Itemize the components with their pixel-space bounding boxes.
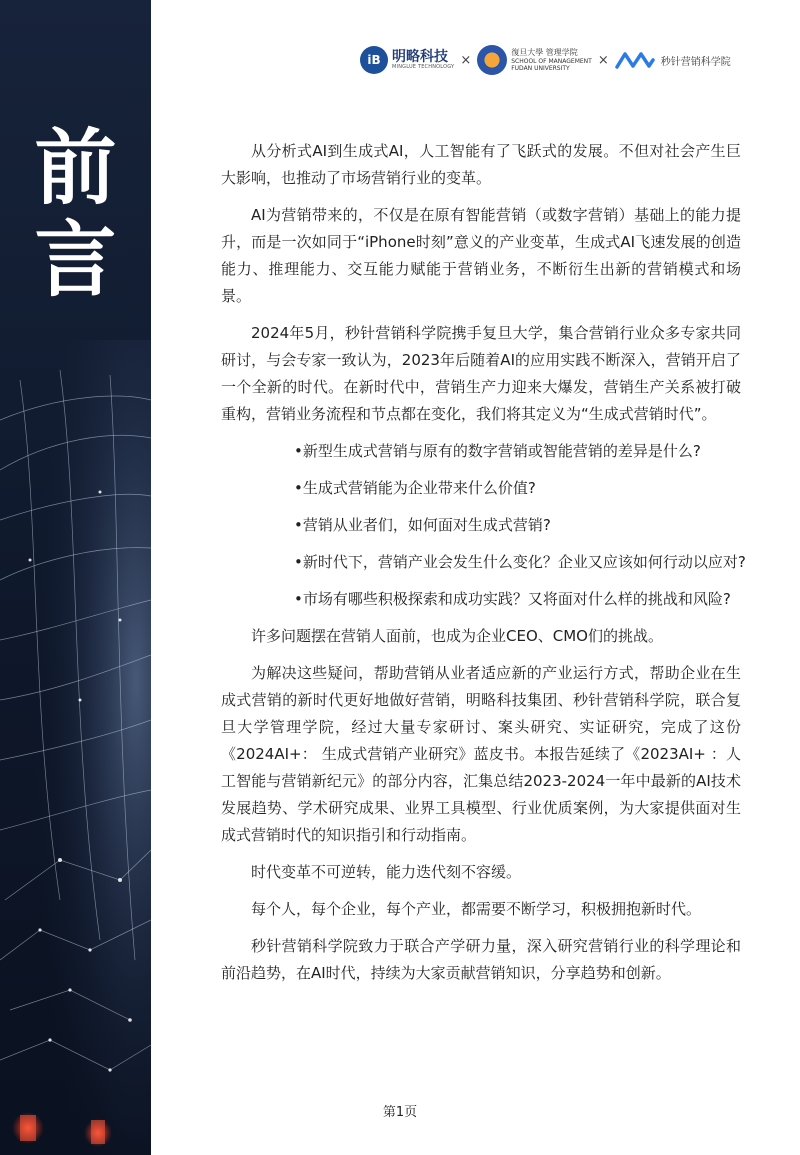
header-logos bbox=[360, 40, 731, 80]
question-item: •生成式营销能为企业带来什么价值? bbox=[294, 479, 536, 497]
question-item: •新时代下，营销产业会发生什么变化？企业又应该如何行动以应对? bbox=[294, 553, 746, 571]
paragraph: AI为营销带来的，不仅是在原有智能营销（或数字营销）基础上的能力提升，而是一次如同于“iPhone时刻”意义的产业变革，生成式AI飞速发展的创造能力、推理能力、交互能力赋能于营销业务，不断衍生出新的营销模式和场景。 bbox=[221, 206, 741, 305]
question-item: •营销从业者们，如何面对生成式营销? bbox=[294, 516, 551, 534]
minglue-name-en: MINGLUE TECHNOLOGY bbox=[392, 63, 455, 70]
preface-body bbox=[221, 138, 746, 997]
logo-separator-2: × bbox=[597, 52, 609, 68]
fudan-name-cn: 復旦大學 管理学院 bbox=[511, 47, 578, 57]
sidebar-title-char-1: 前 bbox=[34, 121, 117, 216]
question-list bbox=[221, 438, 746, 613]
miaozhen-name: 秒针营销科学院 bbox=[660, 56, 731, 68]
question-item: •新型生成式营销与原有的数字营销或智能营销的差异是什么? bbox=[294, 442, 701, 460]
sidebar-panel bbox=[0, 0, 151, 1155]
paragraph: 许多问题摆在营销人面前，也成为企业CEO、CMO们的挑战。 bbox=[251, 627, 663, 645]
paragraph: 秒针营销科学院致力于联合产学研力量，深入研究营销行业的科学理论和前沿趋势，在AI时代，持续为大家贡献营销知识，分享趋势和创新。 bbox=[221, 937, 741, 982]
minglue-logo-text bbox=[392, 50, 454, 70]
question-item: •市场有哪些积极探索和成功实践？又将面对什么样的挑战和风险? bbox=[294, 590, 731, 608]
paragraph: 时代变革不可逆转，能力迭代刻不容缓。 bbox=[251, 863, 522, 881]
paragraph: 2024年5月，秒针营销科学院携手复旦大学，集合营销行业众多专家共同研讨，与会专家一致认为，2023年后随着AI的应用实践不断深入，营销开启了一个全新的时代。在新时代中，营销生产力迎来大爆发，营销生产关系被打破重构，营销业务流程和节点都在变化，我们将其定义为“生成式营销时代”。 bbox=[221, 324, 741, 423]
fudan-seal-icon bbox=[477, 45, 507, 75]
page-number: 第1页 bbox=[382, 1105, 418, 1120]
fudan-logo-text bbox=[511, 48, 592, 73]
paragraph: 从分析式AI到生成式AI，人工智能有了飞跃式的发展。不但对社会产生巨大影响，也推动了市场营销行业的变革。 bbox=[221, 142, 741, 187]
minglue-logo-icon: iB bbox=[360, 46, 388, 74]
miaozhen-logo-icon bbox=[615, 49, 655, 71]
fudan-name-en-2: FUDAN UNIVERSITY bbox=[511, 65, 570, 72]
paragraph: 为解决这些疑问，帮助营销从业者适应新的产业运行方式，帮助企业在生成式营销的新时代更好地做好营销，明略科技集团、秒针营销科学院，联合复旦大学管理学院，经过大量专家研讨、案头研究、实证研究，完成了这份《2024AI+： 生成式营销产业研究》蓝皮书。本报告延续了《2023AI+ ：人工智能与营销新纪元》的部分内容，汇集总结2023-2024一年中最新的AI技术发展趋势、学术研究成果、业界工具模型、行业优质案例，为大家提供面对生成式营销时代的知识指引和行动指南。 bbox=[221, 664, 741, 844]
logo-separator: × bbox=[460, 52, 472, 68]
paragraph: 每个人，每个企业，每个产业，都需要不断学习，积极拥抱新时代。 bbox=[251, 900, 702, 918]
minglue-name: 明略科技 bbox=[392, 49, 448, 66]
sidebar-title-char-2: 言 bbox=[34, 213, 117, 308]
fudan-name-en-1: SCHOOL OF MANAGEMENT bbox=[511, 57, 592, 65]
